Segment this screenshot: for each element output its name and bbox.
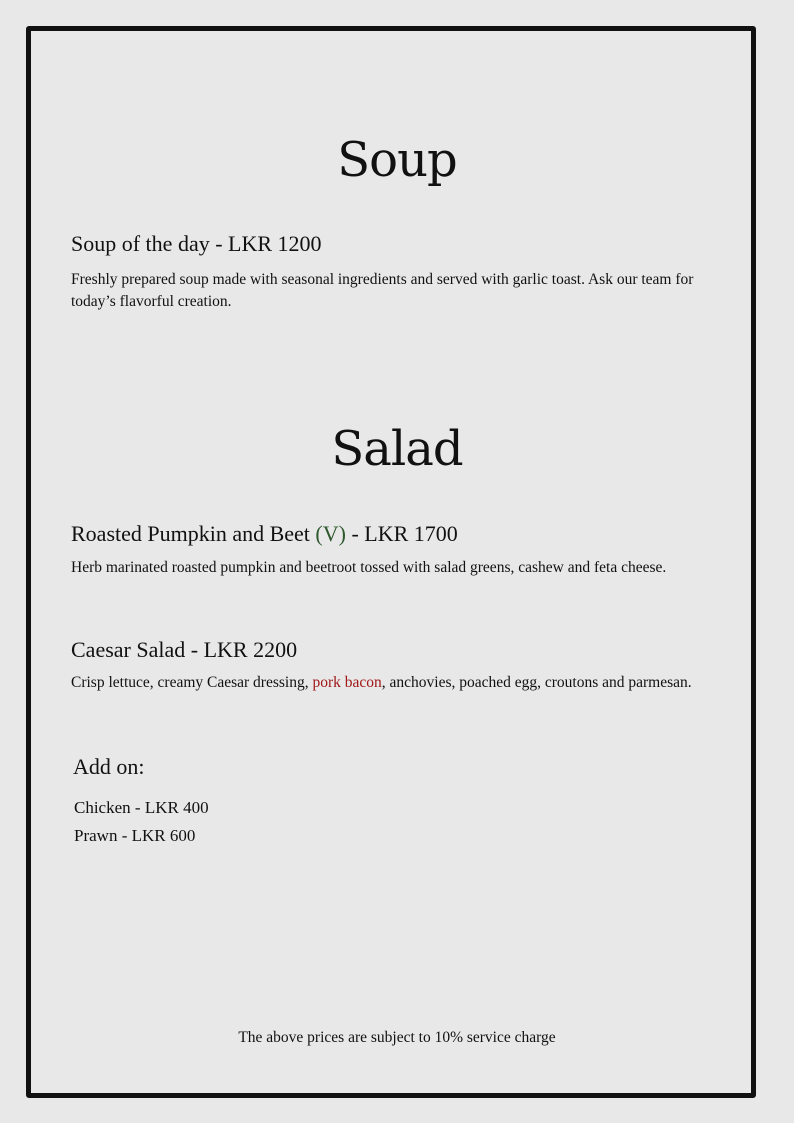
allergen-highlight: pork bacon (312, 674, 382, 691)
item-price: LKR 1200 (228, 231, 322, 256)
description-text: Crisp lettuce, creamy Caesar dressing, (71, 674, 313, 691)
menu-item-description (71, 672, 711, 694)
item-separator: - (209, 231, 229, 256)
item-name: Soup of the day (71, 231, 210, 256)
item-price: LKR 1700 (364, 521, 458, 546)
description-text: , anchovies, poached egg, croutons and parmesan. (381, 674, 692, 691)
addon-item: Prawn - LKR 600 (74, 826, 196, 845)
item-separator: - (345, 521, 365, 546)
item-price: LKR 2200 (203, 637, 298, 662)
addon-title: Add on: (73, 754, 145, 779)
addon-list (74, 794, 209, 850)
item-separator: - (185, 637, 204, 662)
service-charge-note: The above prices are subject to 10% service charge (238, 1029, 556, 1046)
salad-section-title: Salad (331, 421, 463, 477)
menu-item-title (71, 521, 458, 547)
menu-item-description: Freshly prepared soup made with seasonal ingredients and served with garlic toast. Ask our team for today’s flavorful creation. (71, 271, 694, 310)
menu-item-title (71, 231, 322, 257)
item-name: Roasted Pumpkin and Beet (71, 521, 310, 546)
item-name: Caesar Salad (71, 637, 186, 662)
vegetarian-badge: (V) (315, 521, 346, 546)
menu-item-description: Herb marinated roasted pumpkin and beetroot tossed with salad greens, cashew and feta cheese. (71, 559, 667, 576)
soup-section-title: Soup (337, 132, 457, 188)
menu-item-title (71, 637, 297, 663)
addon-item: Chicken - LKR 400 (74, 798, 209, 817)
